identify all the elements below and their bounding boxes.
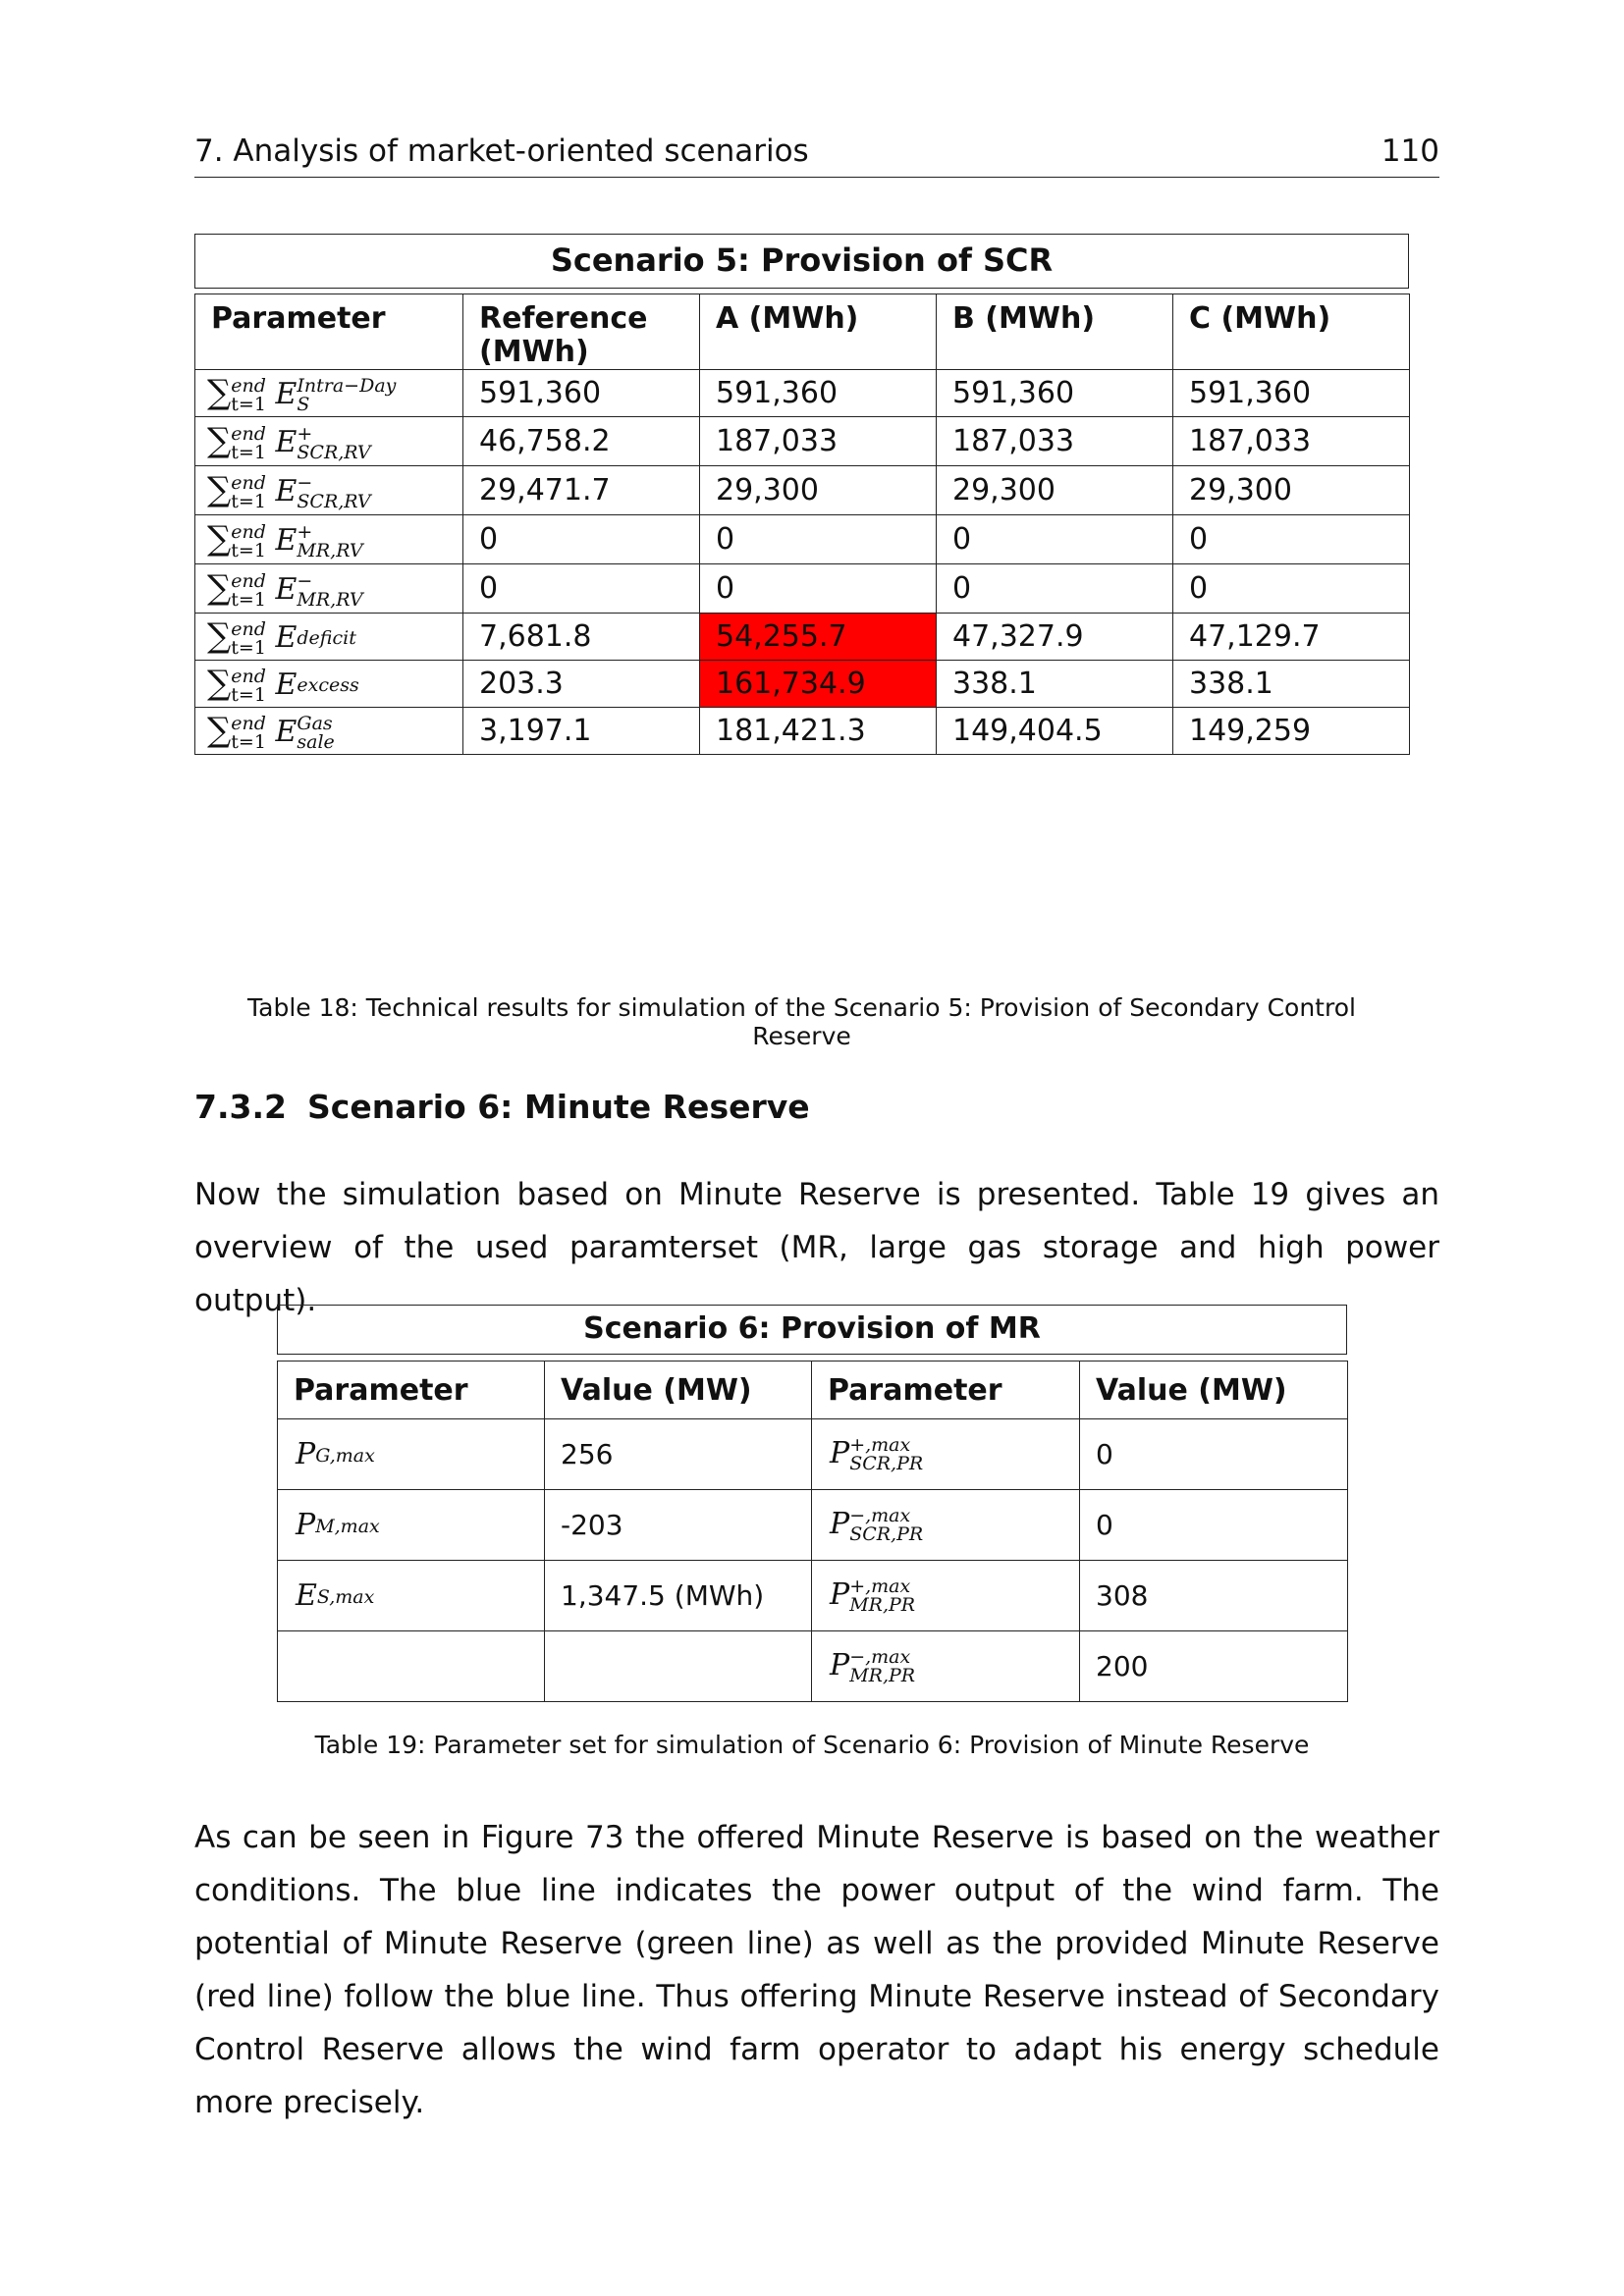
table18-header-cell: Parameter	[195, 294, 463, 370]
table18-header-cell: C (MWh)	[1173, 294, 1410, 370]
sum-symbol: ∑	[207, 518, 232, 559]
param-cell	[812, 1490, 1080, 1561]
symbol-base: P	[296, 1437, 316, 1471]
table-row	[195, 661, 1410, 708]
symbol-sub: MR,RV	[297, 588, 363, 611]
table-cell: 203.3	[463, 661, 700, 708]
symbol-sup: −,max	[849, 1504, 911, 1526]
math-expression	[207, 663, 359, 706]
math-expression	[830, 1433, 924, 1474]
sum-limits	[231, 374, 266, 415]
sum-symbol: ∑	[207, 615, 232, 656]
table-row	[195, 417, 1410, 466]
symbol-sub: SCR,RV	[297, 441, 371, 463]
sum-upper: end	[231, 422, 266, 445]
symbol-sup: +,max	[849, 1575, 911, 1597]
math-expression	[830, 1645, 916, 1686]
value-cell: 0	[1080, 1419, 1348, 1490]
symbol-sup: Gas	[297, 712, 333, 734]
sum-upper: end	[231, 617, 266, 640]
symbol-sub: SCR,PR	[849, 1522, 924, 1545]
value-cell: 1,347.5 (MWh)	[545, 1561, 812, 1631]
symbol-base: E	[275, 522, 298, 558]
symbol-scripts	[297, 374, 397, 415]
table-cell: 591,360	[1173, 370, 1410, 417]
section-number: 7.3.2	[194, 1088, 287, 1126]
symbol-base: E	[275, 473, 298, 508]
symbol-sub: excess	[297, 674, 359, 696]
table-row	[278, 1631, 1348, 1702]
sum-lower: t=1	[231, 441, 266, 463]
table-row	[195, 564, 1410, 614]
table-cell: 29,300	[937, 466, 1173, 515]
table19-header-cell: Parameter	[812, 1362, 1080, 1419]
math-expression	[207, 469, 371, 512]
sum-upper: end	[231, 520, 266, 543]
param-cell	[812, 1561, 1080, 1631]
table-row	[278, 1561, 1348, 1631]
section-title: Scenario 6: Minute Reserve	[307, 1088, 810, 1126]
math-expression	[296, 1437, 375, 1471]
table19-header-cell: Value (MW)	[1080, 1362, 1348, 1419]
symbol-scripts	[849, 1504, 924, 1545]
table-cell: 46,758.2	[463, 417, 700, 466]
symbol-sub: sale	[297, 730, 335, 753]
symbol-sub: M,max	[315, 1515, 380, 1537]
math-expression	[207, 615, 356, 659]
table19-header-cell: Parameter	[278, 1362, 545, 1419]
param-cell	[278, 1419, 545, 1490]
table18-header-cell: A (MWh)	[700, 294, 937, 370]
sum-limits	[231, 520, 266, 561]
symbol-scripts	[849, 1433, 924, 1474]
table-cell: 0	[700, 564, 937, 614]
row-label	[195, 417, 463, 466]
section-heading	[194, 1088, 810, 1126]
param-cell	[278, 1561, 545, 1631]
table18-header-cell: B (MWh)	[937, 294, 1173, 370]
symbol-sup: Intra−Day	[297, 374, 397, 397]
symbol-base: E	[275, 571, 298, 607]
symbol-base: E	[275, 424, 298, 459]
row-label	[195, 370, 463, 417]
sum-symbol: ∑	[207, 567, 232, 608]
table-cell: 0	[463, 564, 700, 614]
math-expression	[207, 420, 371, 463]
symbol-scripts	[849, 1645, 916, 1686]
table-row	[195, 370, 1410, 417]
table-cell: 149,404.5	[937, 708, 1173, 755]
symbol-base: P	[830, 1506, 850, 1541]
symbol-base: E	[296, 1578, 317, 1613]
sum-lower: t=1	[231, 490, 266, 512]
table-cell: 181,421.3	[700, 708, 937, 755]
symbol-base: P	[830, 1576, 850, 1612]
table19-header-row	[278, 1362, 1348, 1419]
sum-limits	[231, 471, 266, 512]
table18-header-cell: Reference (MWh)	[463, 294, 700, 370]
param-cell	[812, 1419, 1080, 1490]
table-row	[278, 1490, 1348, 1561]
sum-limits	[231, 667, 266, 705]
row-label	[195, 661, 463, 708]
symbol-scripts	[297, 520, 363, 561]
symbol-scripts	[849, 1577, 915, 1615]
row-label	[195, 614, 463, 661]
symbol-scripts	[315, 1444, 375, 1467]
sum-lower: t=1	[231, 588, 266, 611]
sum-lower: t=1	[231, 539, 266, 561]
sum-symbol: ∑	[207, 372, 232, 412]
table-cell: 0	[700, 515, 937, 564]
chapter-title: 7. Analysis of market-oriented scenarios	[194, 133, 809, 169]
table-row	[195, 708, 1410, 755]
highlighted-cell: 54,255.7	[700, 614, 937, 661]
table-cell: 0	[1173, 515, 1410, 564]
value-cell: 308	[1080, 1561, 1348, 1631]
table-row	[195, 466, 1410, 515]
table-cell: 29,471.7	[463, 466, 700, 515]
table18-caption: Table 18: Technical results for simulation of the Scenario 5: Provision of Secondary Control Reserve	[247, 993, 1356, 1050]
table19	[277, 1361, 1348, 1702]
symbol-sub: SCR,PR	[849, 1452, 924, 1474]
sum-limits	[231, 712, 266, 753]
table-cell: 29,300	[700, 466, 937, 515]
symbol-base: E	[275, 714, 298, 749]
table-cell: 0	[1173, 564, 1410, 614]
param-cell	[278, 1631, 545, 1702]
paragraph: As can be seen in Figure 73 the offered Minute Reserve is based on the weather conditions. The blue line indicates the power output of the wind farm. The potential of Minute Reserve (green line) as well as the provided Minute Reserve (red line) follow the blue line. Thus offering Minute Reserve instead of Secondary Control Reserve allows the wind farm operator to adapt his energy schedule more precisely.	[194, 1820, 1439, 2120]
sum-upper: end	[231, 712, 266, 734]
math-expression	[830, 1504, 924, 1545]
table19-header-cell: Value (MW)	[545, 1362, 812, 1419]
row-label	[195, 466, 463, 515]
sum-upper: end	[231, 374, 266, 397]
math-expression	[830, 1575, 916, 1616]
value-cell: 200	[1080, 1631, 1348, 1702]
sum-limits	[231, 422, 266, 463]
symbol-scripts	[297, 629, 355, 648]
symbol-sub: deficit	[297, 627, 356, 649]
symbol-sup: +,max	[849, 1433, 911, 1456]
table-cell: 0	[463, 515, 700, 564]
table-cell: 187,033	[700, 417, 937, 466]
param-cell	[278, 1490, 545, 1561]
math-expression	[207, 567, 363, 611]
sum-lower: t=1	[231, 393, 266, 415]
symbol-base: P	[830, 1435, 850, 1470]
paragraph: Now the simulation based on Minute Reserve is presented. Table 19 gives an overview of the used paramterset (MR, large gas storage and high power output).	[194, 1177, 1439, 1318]
table-cell: 591,360	[463, 370, 700, 417]
symbol-base: P	[296, 1508, 316, 1542]
sum-symbol: ∑	[207, 663, 232, 703]
table-cell: 7,681.8	[463, 614, 700, 661]
table-row	[195, 515, 1410, 564]
symbol-sup: −	[297, 471, 313, 494]
table-cell: 47,327.9	[937, 614, 1173, 661]
table-row	[278, 1419, 1348, 1490]
highlighted-cell: 161,734.9	[700, 661, 937, 708]
table-cell: 187,033	[1173, 417, 1410, 466]
table19-caption: Table 19: Parameter set for simulation of Scenario 6: Provision of Minute Reserve	[314, 1731, 1310, 1759]
table-cell: 0	[937, 564, 1173, 614]
table19-title: Scenario 6: Provision of MR	[277, 1305, 1347, 1355]
symbol-sub: MR,RV	[297, 539, 363, 561]
math-expression	[296, 1508, 380, 1542]
symbol-sub: SCR,RV	[297, 490, 371, 512]
symbol-sub: MR,PR	[849, 1593, 916, 1616]
table-cell: 591,360	[700, 370, 937, 417]
table-cell: 47,129.7	[1173, 614, 1410, 661]
symbol-scripts	[316, 1585, 375, 1608]
table-cell: 187,033	[937, 417, 1173, 466]
row-label	[195, 564, 463, 614]
symbol-scripts	[315, 1515, 380, 1537]
symbol-base: P	[830, 1647, 850, 1682]
math-expression	[296, 1578, 374, 1613]
math-expression	[207, 518, 363, 561]
symbol-scripts	[297, 422, 371, 463]
sum-lower: t=1	[231, 683, 266, 706]
symbol-sub: MR,PR	[849, 1664, 916, 1686]
symbol-sup: +	[297, 520, 313, 543]
table-cell: 338.1	[1173, 661, 1410, 708]
sum-lower: t=1	[231, 730, 266, 753]
sum-upper: end	[231, 471, 266, 494]
symbol-base: E	[275, 619, 298, 655]
symbol-sub: G,max	[315, 1444, 375, 1467]
value-cell: 0	[1080, 1490, 1348, 1561]
symbol-base: E	[275, 376, 298, 411]
sum-lower: t=1	[231, 636, 266, 659]
math-expression	[207, 710, 335, 753]
math-expression	[207, 372, 397, 415]
table-row	[195, 614, 1410, 661]
symbol-scripts	[297, 712, 335, 753]
sum-limits	[231, 569, 266, 611]
table-cell: 338.1	[937, 661, 1173, 708]
table-cell: 149,259	[1173, 708, 1410, 755]
sum-limits	[231, 617, 266, 659]
page-number: 110	[1380, 133, 1439, 169]
sum-symbol: ∑	[207, 469, 232, 509]
symbol-base: E	[275, 667, 298, 702]
row-label	[195, 708, 463, 755]
value-cell: 256	[545, 1419, 812, 1490]
table-cell: 0	[937, 515, 1173, 564]
value-cell	[545, 1631, 812, 1702]
symbol-scripts	[297, 471, 371, 512]
symbol-sub: S	[297, 393, 310, 415]
sum-upper: end	[231, 569, 266, 592]
sum-upper: end	[231, 665, 266, 687]
sum-symbol: ∑	[207, 420, 232, 460]
page-header	[194, 126, 1439, 178]
symbol-scripts	[297, 569, 363, 611]
param-cell	[812, 1631, 1080, 1702]
row-label	[195, 515, 463, 564]
symbol-sup: −,max	[849, 1645, 911, 1668]
symbol-sup: +	[297, 422, 313, 445]
table-cell: 29,300	[1173, 466, 1410, 515]
table-cell: 3,197.1	[463, 708, 700, 755]
table18	[194, 294, 1410, 755]
symbol-scripts	[297, 676, 358, 695]
table18-header-row	[195, 294, 1410, 370]
value-cell: -203	[545, 1490, 812, 1561]
table18-title: Scenario 5: Provision of SCR	[194, 234, 1409, 289]
sum-symbol: ∑	[207, 710, 232, 750]
symbol-sub: S,max	[316, 1585, 375, 1608]
symbol-sup: −	[297, 569, 313, 592]
table-cell: 591,360	[937, 370, 1173, 417]
